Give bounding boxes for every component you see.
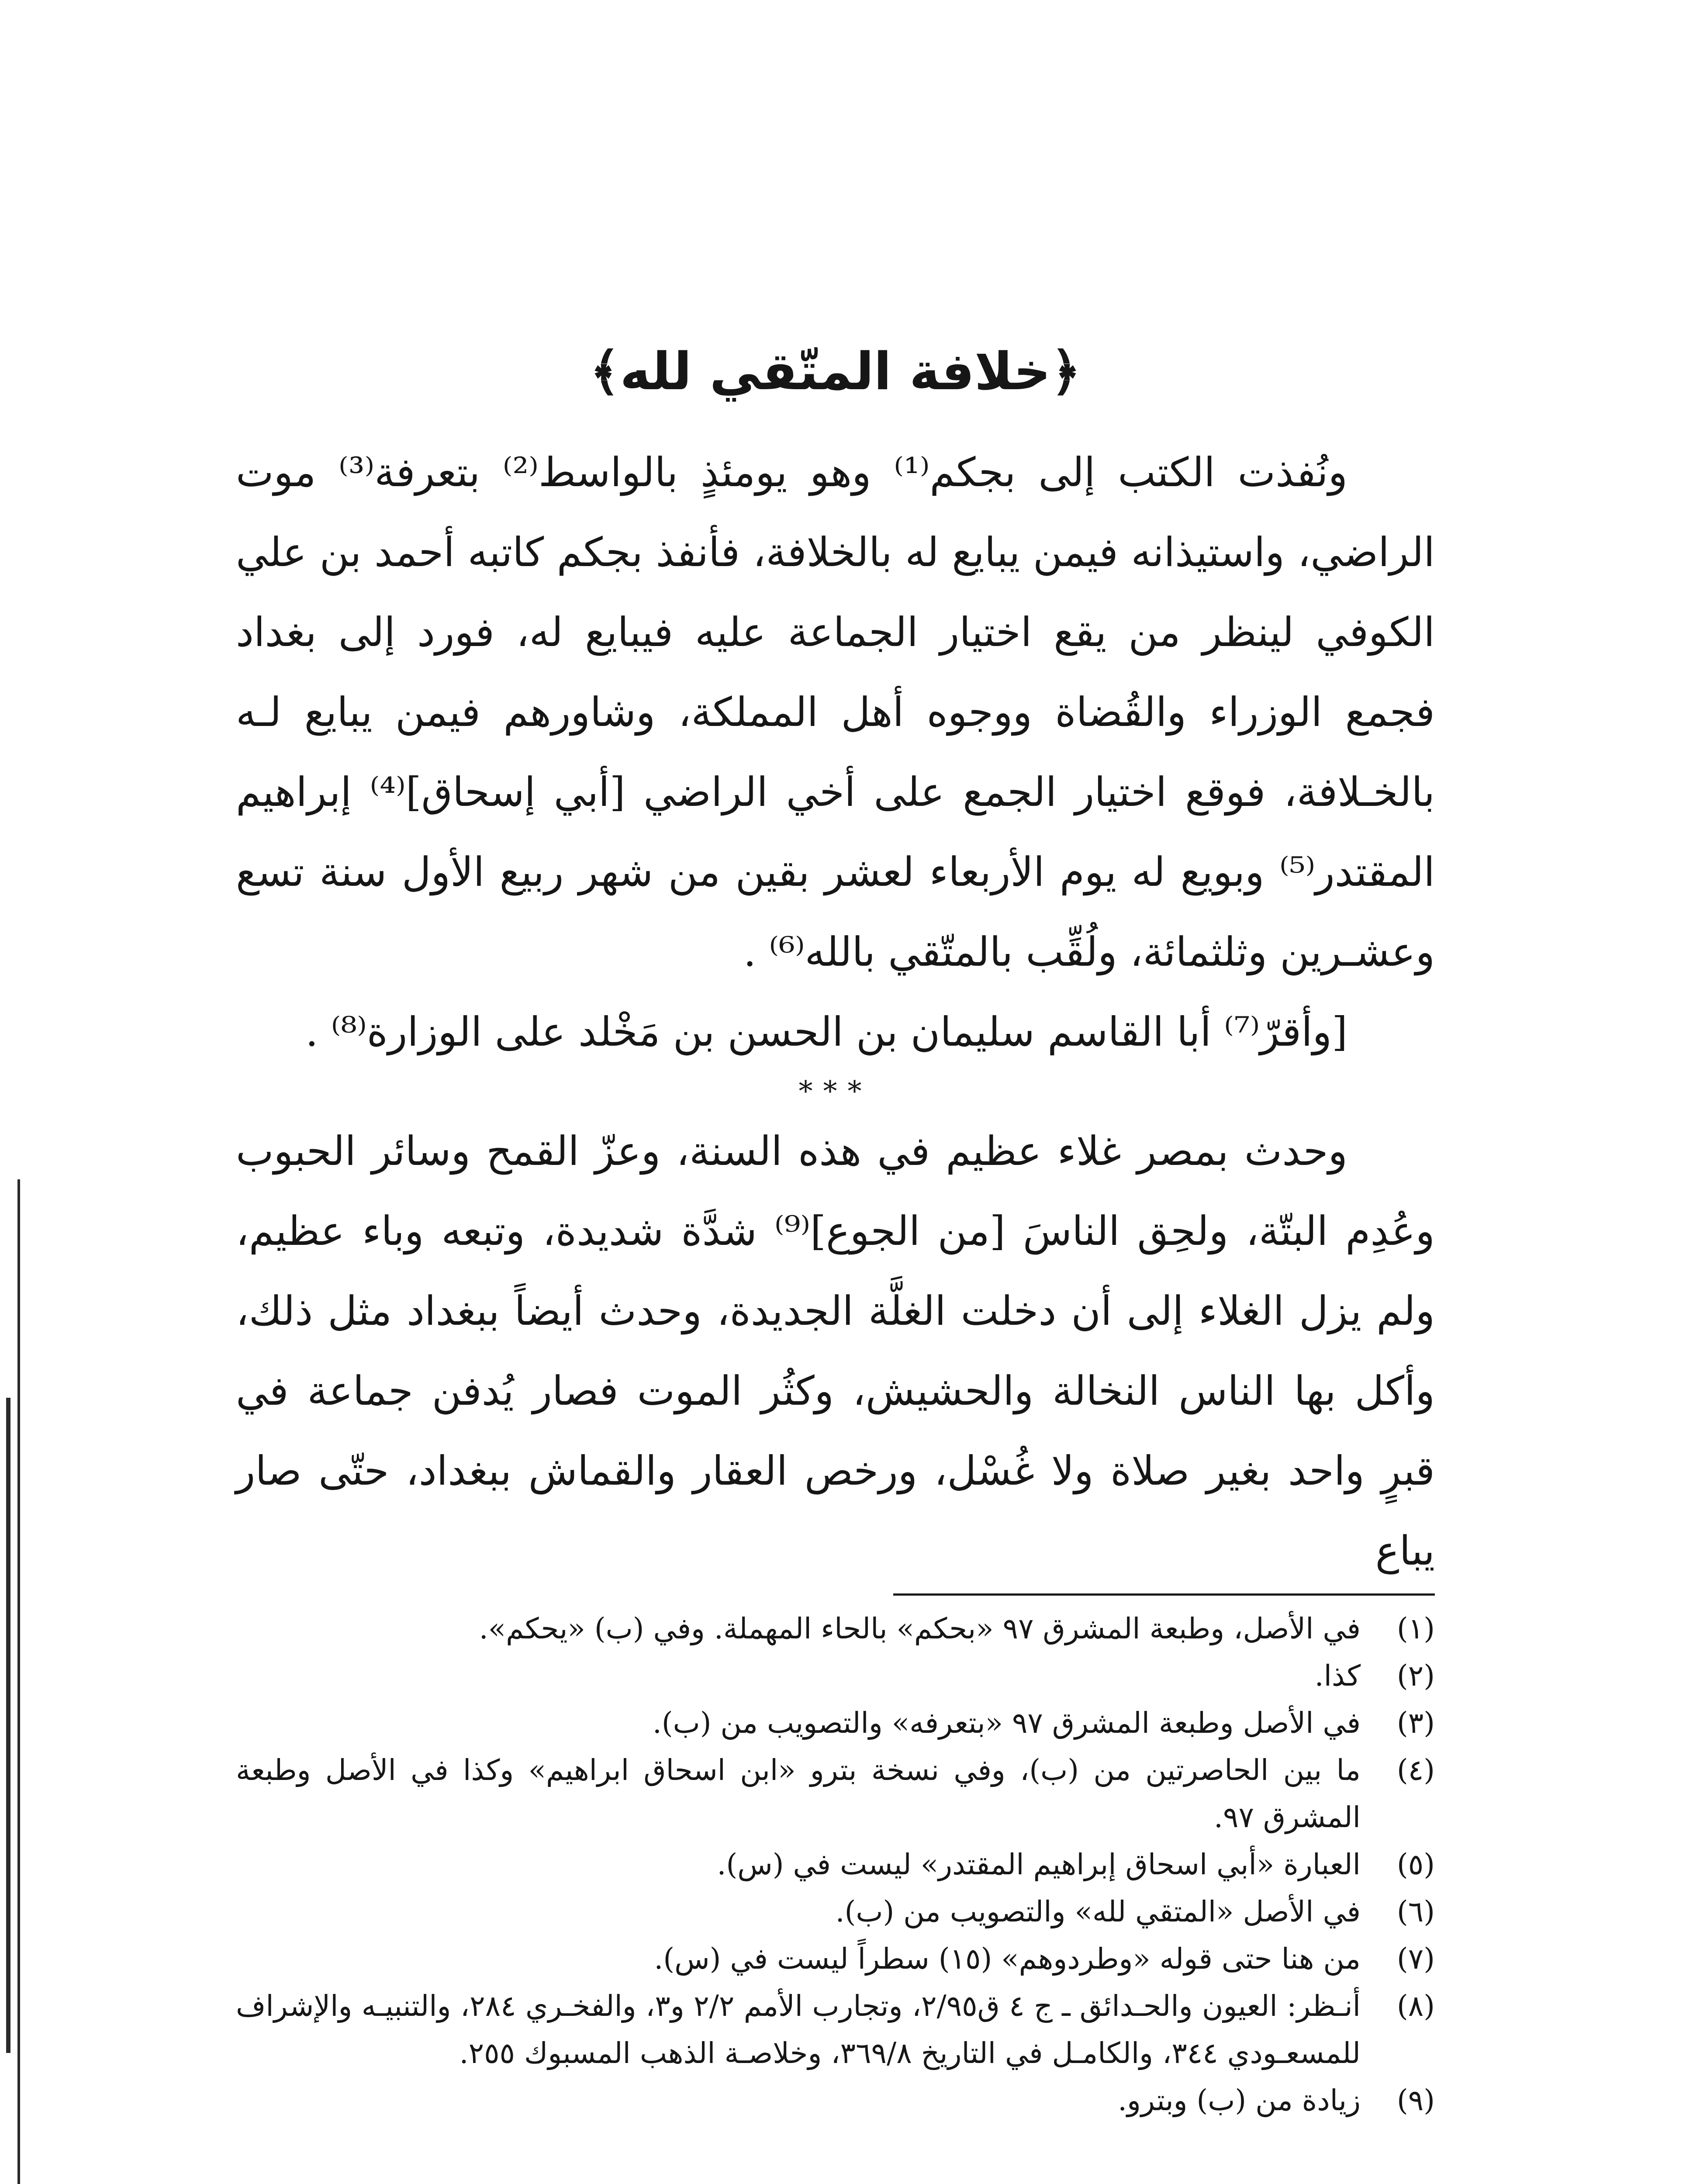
footnote bbox=[236, 1605, 1435, 1652]
main-text bbox=[236, 432, 1435, 1072]
paragraph-2: [وأقرّ⁽⁷⁾ أبا القاسم سليمان بن الحسن بن مَخْلد على الوزارة⁽⁸⁾ . bbox=[305, 1009, 1347, 1055]
paragraph-1: ونُفذت الكتب إلى بجكم⁽¹⁾ وهو يومئذٍ بالواسط⁽²⁾ بتعرفة⁽³⁾ موت الراضي، واستيذانه فيمن يبايع له بالخلافة، فأنفذ بجكم كاتبه أحمد بن علي الكوفي لينظر من يقع اختيار الجماعة عليه فيبايع له، فورد إلى بغداد فجمع الوزراء والقُضاة ووجوه أهل المملكة، وشاورهم فيمن يبايع لـه بالخـلافة، فوقع اختيار الجمع على أخي الراضي [أبي إسحاق]⁽⁴⁾ إبراهيم المقتدر⁽⁵⁾ وبويع له يوم الأربعاء لعشر بقين من شهر ربيع الأول سنة تسع وعشـرين وثلثمائة، ولُقِّب بالمتّقي بالله⁽⁶⁾ . bbox=[236, 449, 1435, 975]
main-text-continued bbox=[236, 1111, 1435, 1591]
footnote bbox=[236, 2077, 1435, 2124]
footnote-text: كذا. bbox=[1314, 1659, 1361, 1693]
footnote-text: من هنا حتى قوله «وطردوهم» (١٥) سطراً ليست في (س). bbox=[654, 1942, 1361, 1976]
scan-edge-mark bbox=[17, 1179, 20, 2184]
footnote-number: (٥) bbox=[1397, 1848, 1435, 1881]
footnotes bbox=[236, 1605, 1435, 2124]
footnote-number: (٣) bbox=[1397, 1706, 1435, 1740]
footnote bbox=[236, 1983, 1435, 2077]
footnote bbox=[236, 1700, 1435, 1747]
scan-edge-mark bbox=[6, 1398, 10, 2053]
footnote-text: في الأصل، وطبعة المشرق ٩٧ «بحكم» بالحاء المهملة. وفي (ب) «يحكم». bbox=[479, 1612, 1361, 1645]
footnote bbox=[236, 1652, 1435, 1700]
footnote-number: (٦) bbox=[1397, 1895, 1435, 1928]
footnote-number: (٩) bbox=[1397, 2084, 1435, 2117]
footnote-number: (٢) bbox=[1397, 1659, 1435, 1693]
footnote-number: (٤) bbox=[1397, 1753, 1435, 1787]
footnote-number: (١) bbox=[1397, 1612, 1435, 1645]
footnote-text: العبارة «أبي اسحاق إبراهيم المقتدر» ليست في (س). bbox=[717, 1848, 1361, 1881]
footnote bbox=[236, 1747, 1435, 1841]
footnote-text: في الأصل «المتقي لله» والتصويب من (ب). bbox=[835, 1895, 1361, 1928]
footnote-text: أنـظر: العيون والحـدائق ـ ج ٤ ق٢/٩٥، وتجارب الأمم ٢/٢ و٣، والفخـري ٢٨٤، والتنبيـه والإشراف للمسعـودي ٣٤٤، والكامـل في التاريخ ٣٦٩/٨، وخلاصـة الذهب المسبوك ٢٥٥. bbox=[236, 1989, 1361, 2070]
footnote-number: (٨) bbox=[1397, 1989, 1435, 2023]
footnote bbox=[236, 1888, 1435, 1935]
footnote bbox=[236, 1935, 1435, 1983]
footnote-divider bbox=[893, 1593, 1435, 1596]
document-page bbox=[236, 332, 1435, 2184]
paragraph-3: وحدث بمصر غلاء عظيم في هذه السنة، وعزّ القمح وسائر الحبوب وعُدِم البتّة، ولحِق الناسَ [من الجوع]⁽⁹⁾ شدَّة شديدة، وتبعه وباء عظيم، ولم يزل الغلاء إلى أن دخلت الغلَّة الجديدة، وحدث أيضاً ببغداد مثل ذلك، وأكل بها الناس النخالة والحشيش، وكثُر الموت فصار يُدفن جماعة في قبرٍ واحد بغير صلاة ولا غُسْل، ورخص العقار والقماش ببغداد، حتّى صار يباع bbox=[236, 1128, 1435, 1574]
footnote-text: في الأصل وطبعة المشرق ٩٧ «بتعرفه» والتصويب من (ب). bbox=[652, 1706, 1361, 1740]
footnote bbox=[236, 1841, 1435, 1888]
section-separator: *** bbox=[798, 1075, 872, 1108]
chapter-title: ﴿خلافة المتّقي لله﴾ bbox=[590, 341, 1081, 401]
footnote-text: ما بين الحاصرتين من (ب)، وفي نسخة بترو «ابن اسحاق ابراهيم» وكذا في الأصل وطبعة المشرق ٩٧. bbox=[236, 1753, 1361, 1834]
footnote-number: (٧) bbox=[1397, 1942, 1435, 1976]
footnote-text: زيادة من (ب) وبترو. bbox=[1118, 2084, 1361, 2117]
